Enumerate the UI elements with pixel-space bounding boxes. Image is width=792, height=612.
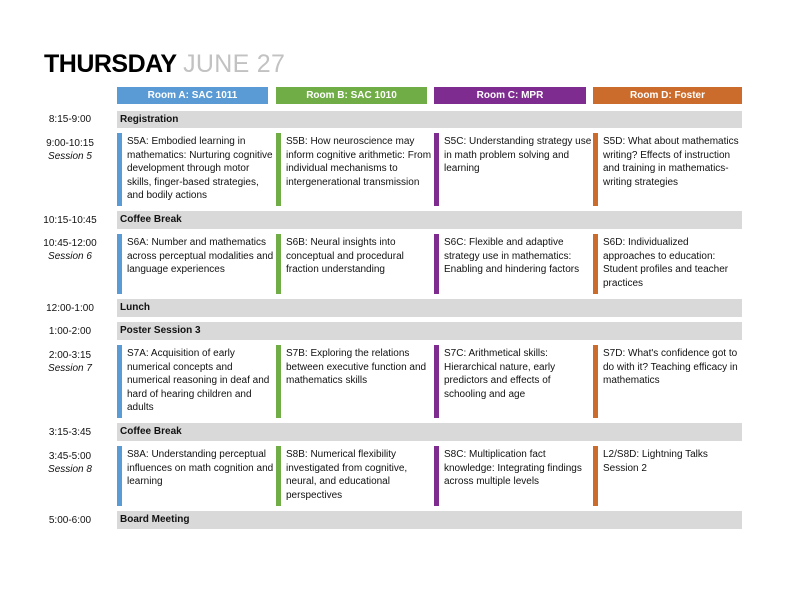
session-label: Session 7	[48, 363, 92, 374]
time-slot	[24, 137, 116, 163]
session-label: Session 8	[48, 464, 92, 475]
session-cell-s8b	[276, 446, 434, 506]
session-title: S7C: Arithmetical skills: Hierarchical nature, early predictors and effects of schooling and age	[444, 348, 556, 400]
session-cell-s7d	[593, 345, 742, 418]
session-label: Session 5	[48, 151, 92, 162]
session-cell-s5b	[276, 133, 434, 206]
room-d-marker	[593, 133, 598, 206]
room-c-marker	[434, 133, 439, 206]
session-title: S6B: Neural insights into conceptual and procedural fraction understanding	[286, 237, 404, 275]
session-cell-s7a	[117, 345, 275, 418]
session-title: L2/S8D: Lightning Talks Session 2	[603, 449, 708, 474]
time-label: 12:00-1:00	[46, 303, 94, 314]
time-label: 3:15-3:45	[48, 427, 92, 438]
session-title: S6C: Flexible and adaptive strategy use in mathematics: Enabling and hindering factors	[444, 237, 580, 275]
session-title: S5D: What about mathematics writing? Effects of instruction and training in mathematics-writing strategies	[603, 136, 739, 188]
time-label: 2:00-3:15	[48, 350, 92, 361]
page-title	[44, 52, 285, 77]
break-band-coffee: Coffee Break	[117, 211, 742, 229]
room-c-marker	[434, 345, 439, 418]
session-title: S7A: Acquisition of early numerical concepts and numerical reasoning in deaf and hard of hearing children and adults	[127, 348, 270, 413]
session-cell-s8a	[117, 446, 275, 506]
session-title: S8A: Understanding perceptual influences on math cognition and learning	[127, 449, 274, 487]
time-slot	[24, 349, 116, 375]
room-d-marker	[593, 234, 598, 294]
break-band-poster: Poster Session 3	[117, 322, 742, 340]
session-title: S7B: Exploring the relations between executive function and mathematics skills	[286, 348, 427, 386]
break-band-registration: Registration	[117, 111, 742, 128]
room-b-marker	[276, 345, 281, 418]
room-b-header: Room B: SAC 1010	[276, 87, 427, 104]
time-label: 8:15-9:00	[48, 114, 92, 125]
session-title: S8B: Numerical flexibility investigated from cognitive, neural, and educational perspectives	[286, 449, 408, 501]
date-heading: JUNE 27	[183, 50, 286, 78]
time-label: 9:00-10:15	[46, 138, 94, 149]
session-title: S6A: Number and mathematics across perceptual modalities and language experiences	[127, 237, 274, 275]
room-a-marker	[117, 345, 122, 418]
room-b-marker	[276, 446, 281, 506]
session-cell-s7b	[276, 345, 434, 418]
session-label: Session 6	[48, 251, 92, 262]
room-a-marker	[117, 234, 122, 294]
room-d-marker	[593, 446, 598, 506]
day-heading: THURSDAY	[44, 50, 177, 78]
room-a-marker	[117, 446, 122, 506]
time-label: 10:45-12:00	[43, 238, 97, 249]
session-title: S5A: Embodied learning in mathematics: Nurturing cognitive development through motor skills, finger-based strategies, and bodily actions	[127, 136, 273, 201]
break-band-board: Board Meeting	[117, 511, 742, 529]
session-cell-s8d	[593, 446, 742, 506]
room-c-header: Room C: MPR	[434, 87, 586, 104]
session-cell-s6a	[117, 234, 275, 294]
break-band-coffee: Coffee Break	[117, 423, 742, 441]
session-cell-s6d	[593, 234, 742, 294]
session-title: S8C: Multiplication fact knowledge: Integrating findings across multiple levels	[444, 449, 582, 487]
room-b-marker	[276, 133, 281, 206]
session-title: S7D: What's confidence got to do with it? Teaching efficacy in mathematics	[603, 348, 738, 386]
session-cell-s6b	[276, 234, 434, 294]
time-slot	[24, 450, 116, 476]
time-slot	[24, 237, 116, 263]
session-cell-s8c	[434, 446, 592, 506]
time-label: 1:00-2:00	[48, 326, 92, 337]
session-title: S6D: Individualized approaches to education: Student profiles and teacher practices	[603, 237, 729, 289]
room-a-header: Room A: SAC 1011	[117, 87, 268, 104]
time-label: 10:15-10:45	[43, 215, 97, 226]
session-cell-s6c	[434, 234, 592, 294]
room-b-marker	[276, 234, 281, 294]
session-cell-s5c	[434, 133, 592, 206]
time-label: 5:00-6:00	[48, 515, 92, 526]
break-band-lunch: Lunch	[117, 299, 742, 317]
session-title: S5C: Understanding strategy use in math problem solving and learning	[444, 136, 592, 174]
room-c-marker	[434, 446, 439, 506]
time-label: 3:45-5:00	[48, 451, 92, 462]
session-cell-s5d	[593, 133, 742, 206]
session-cell-s5a	[117, 133, 275, 206]
room-d-marker	[593, 345, 598, 418]
room-c-marker	[434, 234, 439, 294]
room-d-header: Room D: Foster	[593, 87, 742, 104]
session-cell-s7c	[434, 345, 592, 418]
session-title: S5B: How neuroscience may inform cognitive arithmetic: From individual mechanisms to intergenerational transmission	[286, 136, 432, 188]
room-a-marker	[117, 133, 122, 206]
